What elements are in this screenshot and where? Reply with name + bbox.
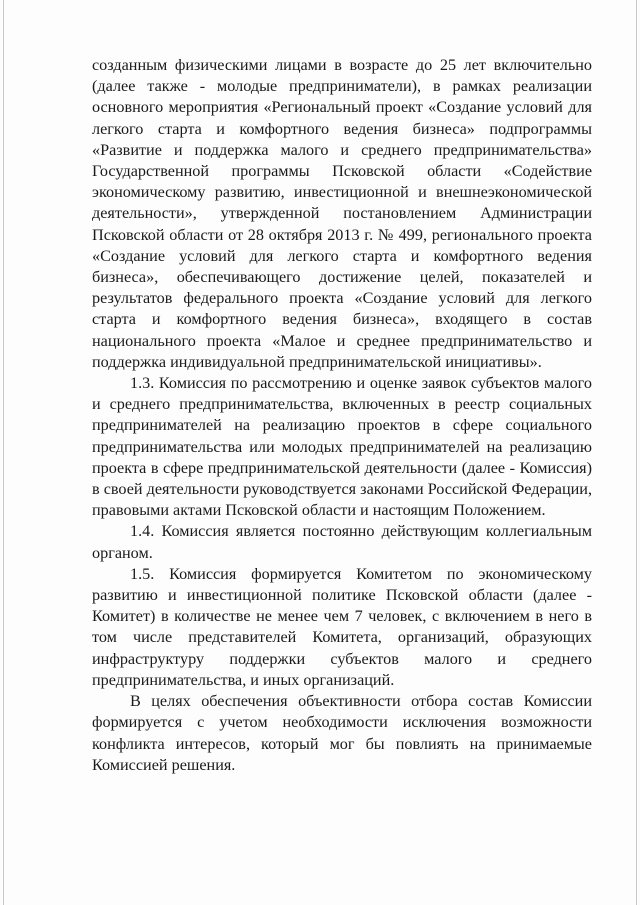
scan-left-edge <box>3 0 4 905</box>
paragraph-continuation: созданным физическими лицами в возрасте до 25 лет включительно (далее также - молодые предприниматели), в рамках реализации основного мероприятия «Региональный проект «Создание условий для легкого старта и комфортного ведения бизнеса» подпрограммы «Развитие и поддержка малого и среднего предпринимательства» Государственной программы Псковской области «Содействие экономическому развитию, инвестиционной и внешнеэкономической деятельности», утвержденной постановлением Администрации Псковской области от 28 октября 2013 г. № 499, регионального проекта «Создание условий для легкого старта и комфортного ведения бизнеса», обеспечивающего достижение целей, показателей и результатов федерального проекта «Создание условий для легкого старта и комфортного ведения бизнеса», входящего в состав национального проекта «Малое и среднее предпринимательство и поддержка индивидуальной предпринимательской инициативы». <box>92 56 592 371</box>
paragraph-objectivity: В целях обеспечения объективности отбора состав Комиссии формируется с учетом необходимости исключения возможности конфликта интересов, который мог бы повлиять на принимаемые Комиссией решения. <box>92 692 592 774</box>
paragraph-1-3: 1.3. Комиссия по рассмотрению и оценке заявок субъектов малого и среднего предпринимательства, включенных в реестр социальных предпринимателей на реализацию проектов в сфере социального предпринимательства или молодых предпринимателей на реализацию проекта в сфере предпринимательской деятельности (далее - Комиссия) в своей деятельности руководствуется законами Российской Федерации, правовыми актами Псковской области и настоящим Положением. <box>92 374 593 520</box>
paragraph-1-4: 1.4. Комиссия является постоянно действующим коллегиальным органом. <box>92 522 592 562</box>
paragraph-1-5: 1.5. Комиссия формируется Комитетом по экономическому развитию и инвестиционной политике Псковской области (далее - Комитет) в количестве не менее чем 7 человек, с включением в него в том числе представителей Комитета, организаций, образующих инфраструктуру поддержки субъектов малого и среднего предпринимательства, и иных организаций. <box>92 564 592 689</box>
document-body <box>92 55 592 776</box>
scan-right-edge <box>636 0 637 905</box>
